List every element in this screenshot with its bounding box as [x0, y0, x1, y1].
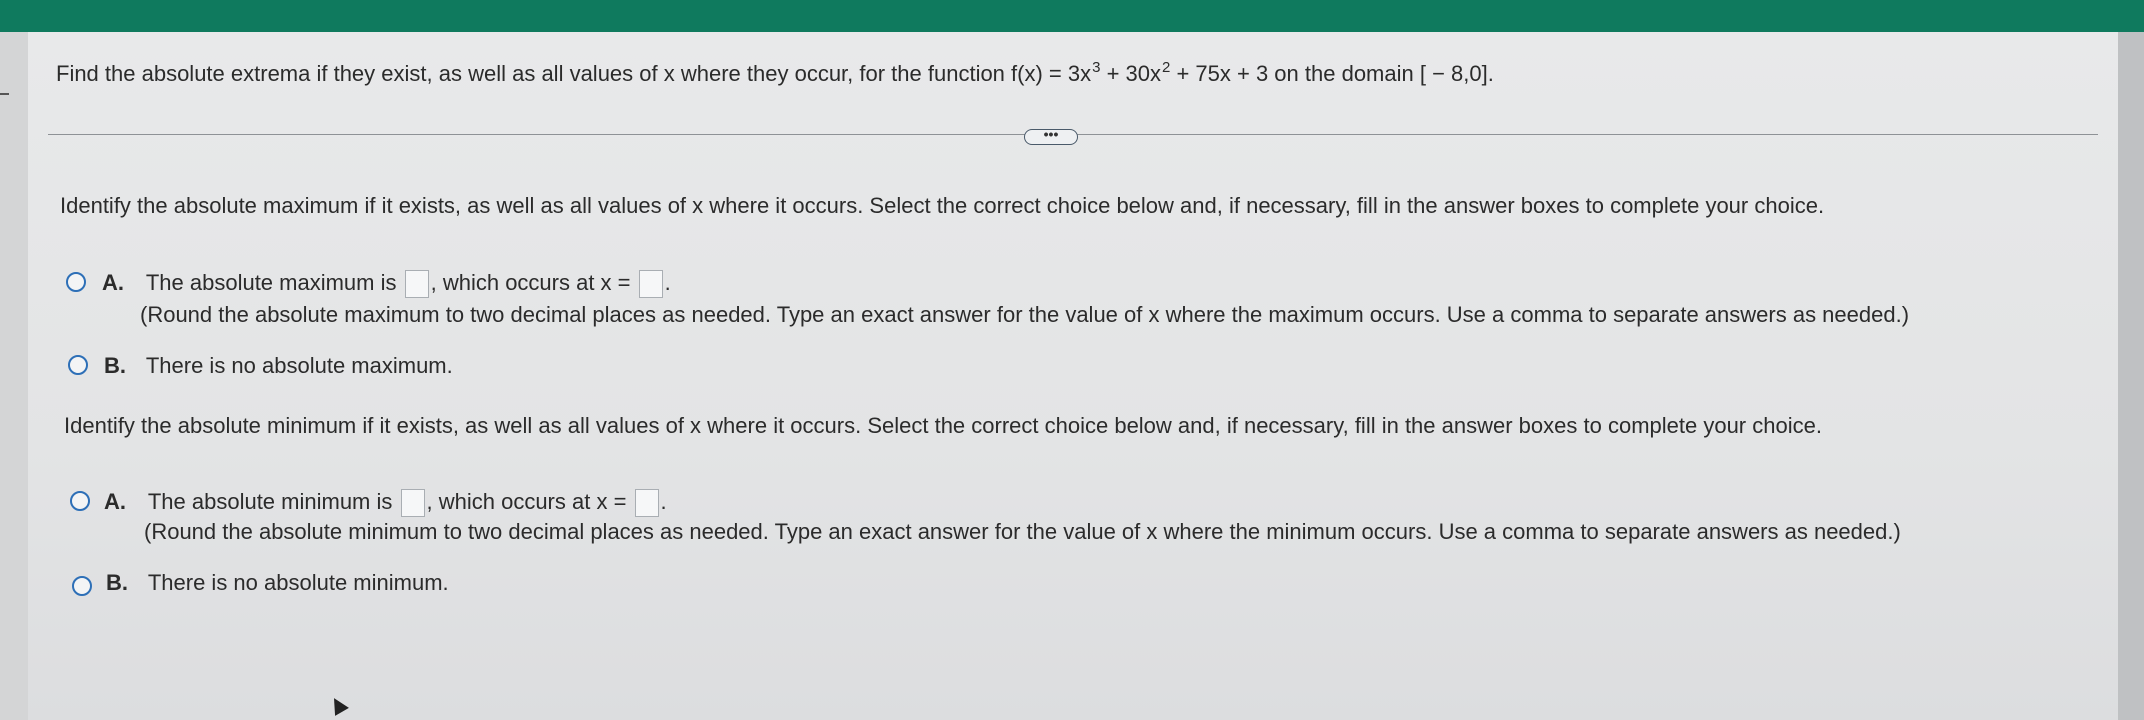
question-prefix: Find the absolute extrema if they exist, as well as all values of x where they occur, for the function f(x) = 3x: [56, 61, 1092, 86]
max-choice-a-text-before: The absolute maximum is: [145, 270, 403, 295]
max-choice-a-text-after: .: [664, 270, 671, 295]
window-edge: [2118, 32, 2144, 720]
min-choice-a-text-before: The absolute minimum is: [147, 489, 399, 514]
min-instruction: Identify the absolute minimum if it exists, as well as all values of x where it occurs. Select the correct choice below and, if necessary, fill in the answer boxes to complete your choice.: [64, 413, 1822, 438]
min-x-input[interactable]: [635, 489, 659, 517]
max-choice-a-text-middle: , which occurs at x =: [430, 270, 637, 295]
min-choice-b-text: There is no absolute minimum.: [147, 570, 449, 595]
min-choice-a-text-middle: , which occurs at x =: [426, 489, 633, 514]
question-mid: + 30x: [1100, 61, 1161, 86]
min-hint: (Round the absolute minimum to two decimal places as needed. Type an exact answer for the value of x where the minimum occurs. Use a comma to separate answers as needed.): [144, 519, 1901, 544]
max-value-input[interactable]: [405, 270, 429, 298]
min-choice-b[interactable]: [106, 570, 449, 596]
min-choice-b-radio[interactable]: [72, 576, 92, 596]
max-choice-a-radio[interactable]: [66, 272, 86, 292]
max-choice-b-radio[interactable]: [68, 355, 88, 375]
min-choice-a-text-after: .: [660, 489, 667, 514]
exponent-3: 3: [1092, 59, 1101, 76]
top-header-bar: [0, 0, 2144, 32]
max-choice-b[interactable]: [104, 353, 453, 379]
show-more-button[interactable]: •••: [1024, 129, 1078, 145]
max-choice-b-text: There is no absolute maximum.: [145, 353, 453, 378]
question-suffix: + 75x + 3 on the domain [ − 8,0].: [1170, 61, 1494, 86]
max-choice-a-label: A.: [102, 270, 124, 295]
min-choice-a-label: A.: [104, 489, 126, 514]
min-value-input[interactable]: [401, 489, 425, 517]
max-choice-b-label: B.: [104, 353, 126, 378]
exponent-2: 2: [1162, 59, 1171, 76]
max-hint: (Round the absolute maximum to two decimal places as needed. Type an exact answer for the value of x where the maximum occurs. Use a comma to separate answers as needed.): [140, 302, 1910, 327]
min-choice-a-radio[interactable]: [70, 491, 90, 511]
left-edge-mark: [0, 93, 9, 95]
max-x-input[interactable]: [639, 270, 663, 298]
min-choice-b-label: B.: [106, 570, 128, 595]
min-choice-a[interactable]: [104, 489, 667, 517]
max-choice-a[interactable]: [102, 270, 671, 298]
max-instruction: Identify the absolute maximum if it exists, as well as all values of x where it occurs. Select the correct choice below and, if necessary, fill in the answer boxes to complete your choice.: [60, 193, 1825, 218]
question-text: [56, 61, 1494, 90]
